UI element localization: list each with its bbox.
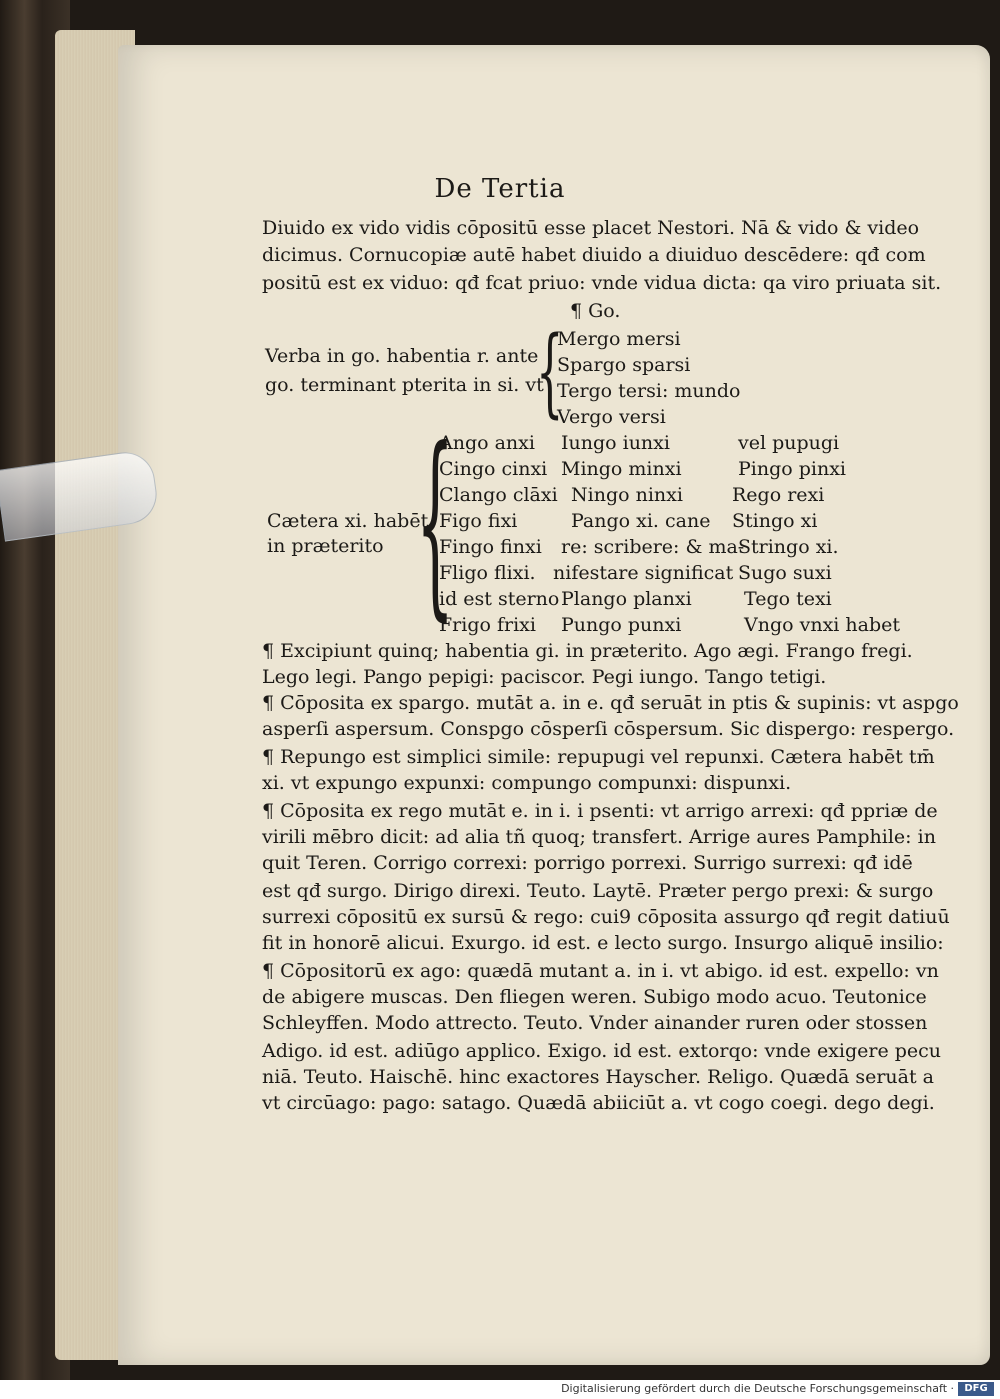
rule2-col2-item: Pungo punxi	[561, 614, 682, 636]
rule2-col1-item: Ango anxi	[439, 432, 535, 454]
rule2-col2-item: Pango xi. cane	[571, 510, 711, 532]
rule2-col3-item: Vngo vnxi habet	[744, 614, 901, 636]
body-line: ¶ Repungo est simplici simile: repupugi vel repunxi. Cætera habēt tm̄	[262, 746, 935, 768]
page-heading: De Tertia	[434, 174, 566, 204]
body-line: Adigo. id est. adiūgo applico. Exigo. id est. extorqo: vnde exigere pecu	[262, 1040, 942, 1062]
brace-rule1: {	[536, 316, 564, 428]
rule2-col3-item: vel pupugi	[738, 432, 840, 454]
body-line: ¶ Excipiunt quinq; habentia gi. in præterito. Ago ægi. Frango fregi.	[262, 640, 913, 662]
rule1-text: go. terminant pterita in si. vt	[265, 374, 544, 396]
rule2-col1-item: id est sterno	[439, 588, 560, 610]
rule2-col2-item: Mingo minxi	[561, 458, 682, 480]
rule1-example: Tergo tersi: mundo	[557, 380, 741, 402]
rule2-col3-item: Tego texi	[744, 588, 832, 610]
rule2-col3-item: Sugo suxi	[738, 562, 832, 584]
body-line: Lego legi. Pango pepigi: paciscor. Pegi iungo. Tango tetigi.	[262, 666, 827, 688]
intro-line: Diuido ex vido vidis cōpositū esse placet Nestori. Nā & vido & video	[262, 217, 920, 239]
body-line: de abigere muscas. Den fliegen weren. Subigo modo acuo. Teutonice	[262, 986, 927, 1008]
dfg-logo: DFG	[958, 1382, 994, 1396]
rule1-text: Verba in go. habentia r. ante	[265, 345, 539, 367]
body-line: vt circūago: pago: satago. Quædā abiiciūt a. vt cogo coegi. dego degi.	[262, 1092, 935, 1114]
rule2-col3-item: Pingo pinxi	[738, 458, 847, 480]
rule1-example: Vergo versi	[557, 406, 666, 428]
rule2-col2-item: Plango planxi	[561, 588, 692, 610]
rule2-col3-item: Rego rexi	[732, 484, 825, 506]
body-line: est qđ surgo. Dirigo direxi. Teuto. Laytē. Præter pergo prexi: & surgo	[262, 880, 934, 902]
rule2-col2-item: Iungo iunxi	[561, 432, 670, 454]
rule2-col1-item: Fingo finxi	[439, 536, 542, 558]
section-go-heading: ¶ Go.	[570, 300, 621, 322]
rule2-text: in præterito	[267, 535, 384, 557]
rule2-col2-item: re: scribere: & ma-	[561, 536, 745, 558]
body-line: ¶ Cōposita ex rego mutāt e. in i. i psenti: vt arrigo arrexi: qđ ppriæ de	[262, 800, 938, 822]
rule1-example: Spargo sparsi	[557, 354, 691, 376]
rule2-col1-item: Cingo cinxi	[439, 458, 548, 480]
rule2-col3-item: Stingo xi	[732, 510, 818, 532]
rule2-text: Cætera xi. habēt	[267, 510, 429, 532]
intro-line: dicimus. Cornucopiæ autē habet diuido a diuiduo descēdere: qđ com	[262, 244, 926, 266]
body-line: xi. vt expungo expunxi: compungo compunxi: dispunxi.	[262, 772, 792, 794]
intro-line: positū est ex viduo: qđ fcat priuo: vnde vidua dicta: qa viro priuata sit.	[262, 272, 942, 294]
brace-rule2: {	[416, 406, 455, 639]
body-line: ¶ Cōposita ex spargo. mutāt a. in e. qđ seruāt in ptis & supinis: vt aspgo	[262, 692, 959, 714]
rule2-col3-item: Stringo xi.	[738, 536, 839, 558]
rule2-col1-item: Frigo frixi	[439, 614, 536, 636]
rule2-col1-item: Fligo flixi.	[439, 562, 536, 584]
body-line: surrexi cōpositū ex sursū & rego: cui9 cōposita assurgo qđ regit datiuū	[262, 906, 950, 928]
rule2-col1-item: Clango clāxi	[439, 484, 558, 506]
body-line: asperſi aspersum. Conspgo cōsperſi cōspersum. Sic dispergo: respergo.	[262, 718, 955, 740]
body-line: niā. Teuto. Haischē. hinc exactores Hayscher. Religo. Quædā seruāt a	[262, 1066, 934, 1088]
body-line: ¶ Cōpositorū ex ago: quædā mutant a. in i. vt abigo. id est. expello: vn	[262, 960, 939, 982]
body-line: virili mēbro dicit: ad alia tñ quoq; transfert. Arrige aures Pamphile: in	[262, 826, 936, 848]
rule2-col2-item: nifestare significat	[553, 562, 734, 584]
rule2-col1-item: Figo fixi	[439, 510, 518, 532]
body-line: fit in honorē alicui. Exurgo. id est. e lecto surgo. Insurgo aliquē insilio:	[262, 932, 944, 954]
rule1-example: Mergo mersi	[557, 328, 681, 350]
body-line: Schleyffen. Modo attrecto. Teuto. Vnder ainander ruren oder stossen	[262, 1012, 928, 1034]
footer-credit: Digitalisierung gefördert durch die Deutsche Forschungsgemeinschaft ·	[561, 1382, 954, 1395]
footer-bar	[0, 1380, 1000, 1399]
rule2-col2-item: Ningo ninxi	[571, 484, 683, 506]
body-line: quit Teren. Corrigo correxi: porrigo porrexi. Surrigo surrexi: qđ idē	[262, 852, 913, 874]
